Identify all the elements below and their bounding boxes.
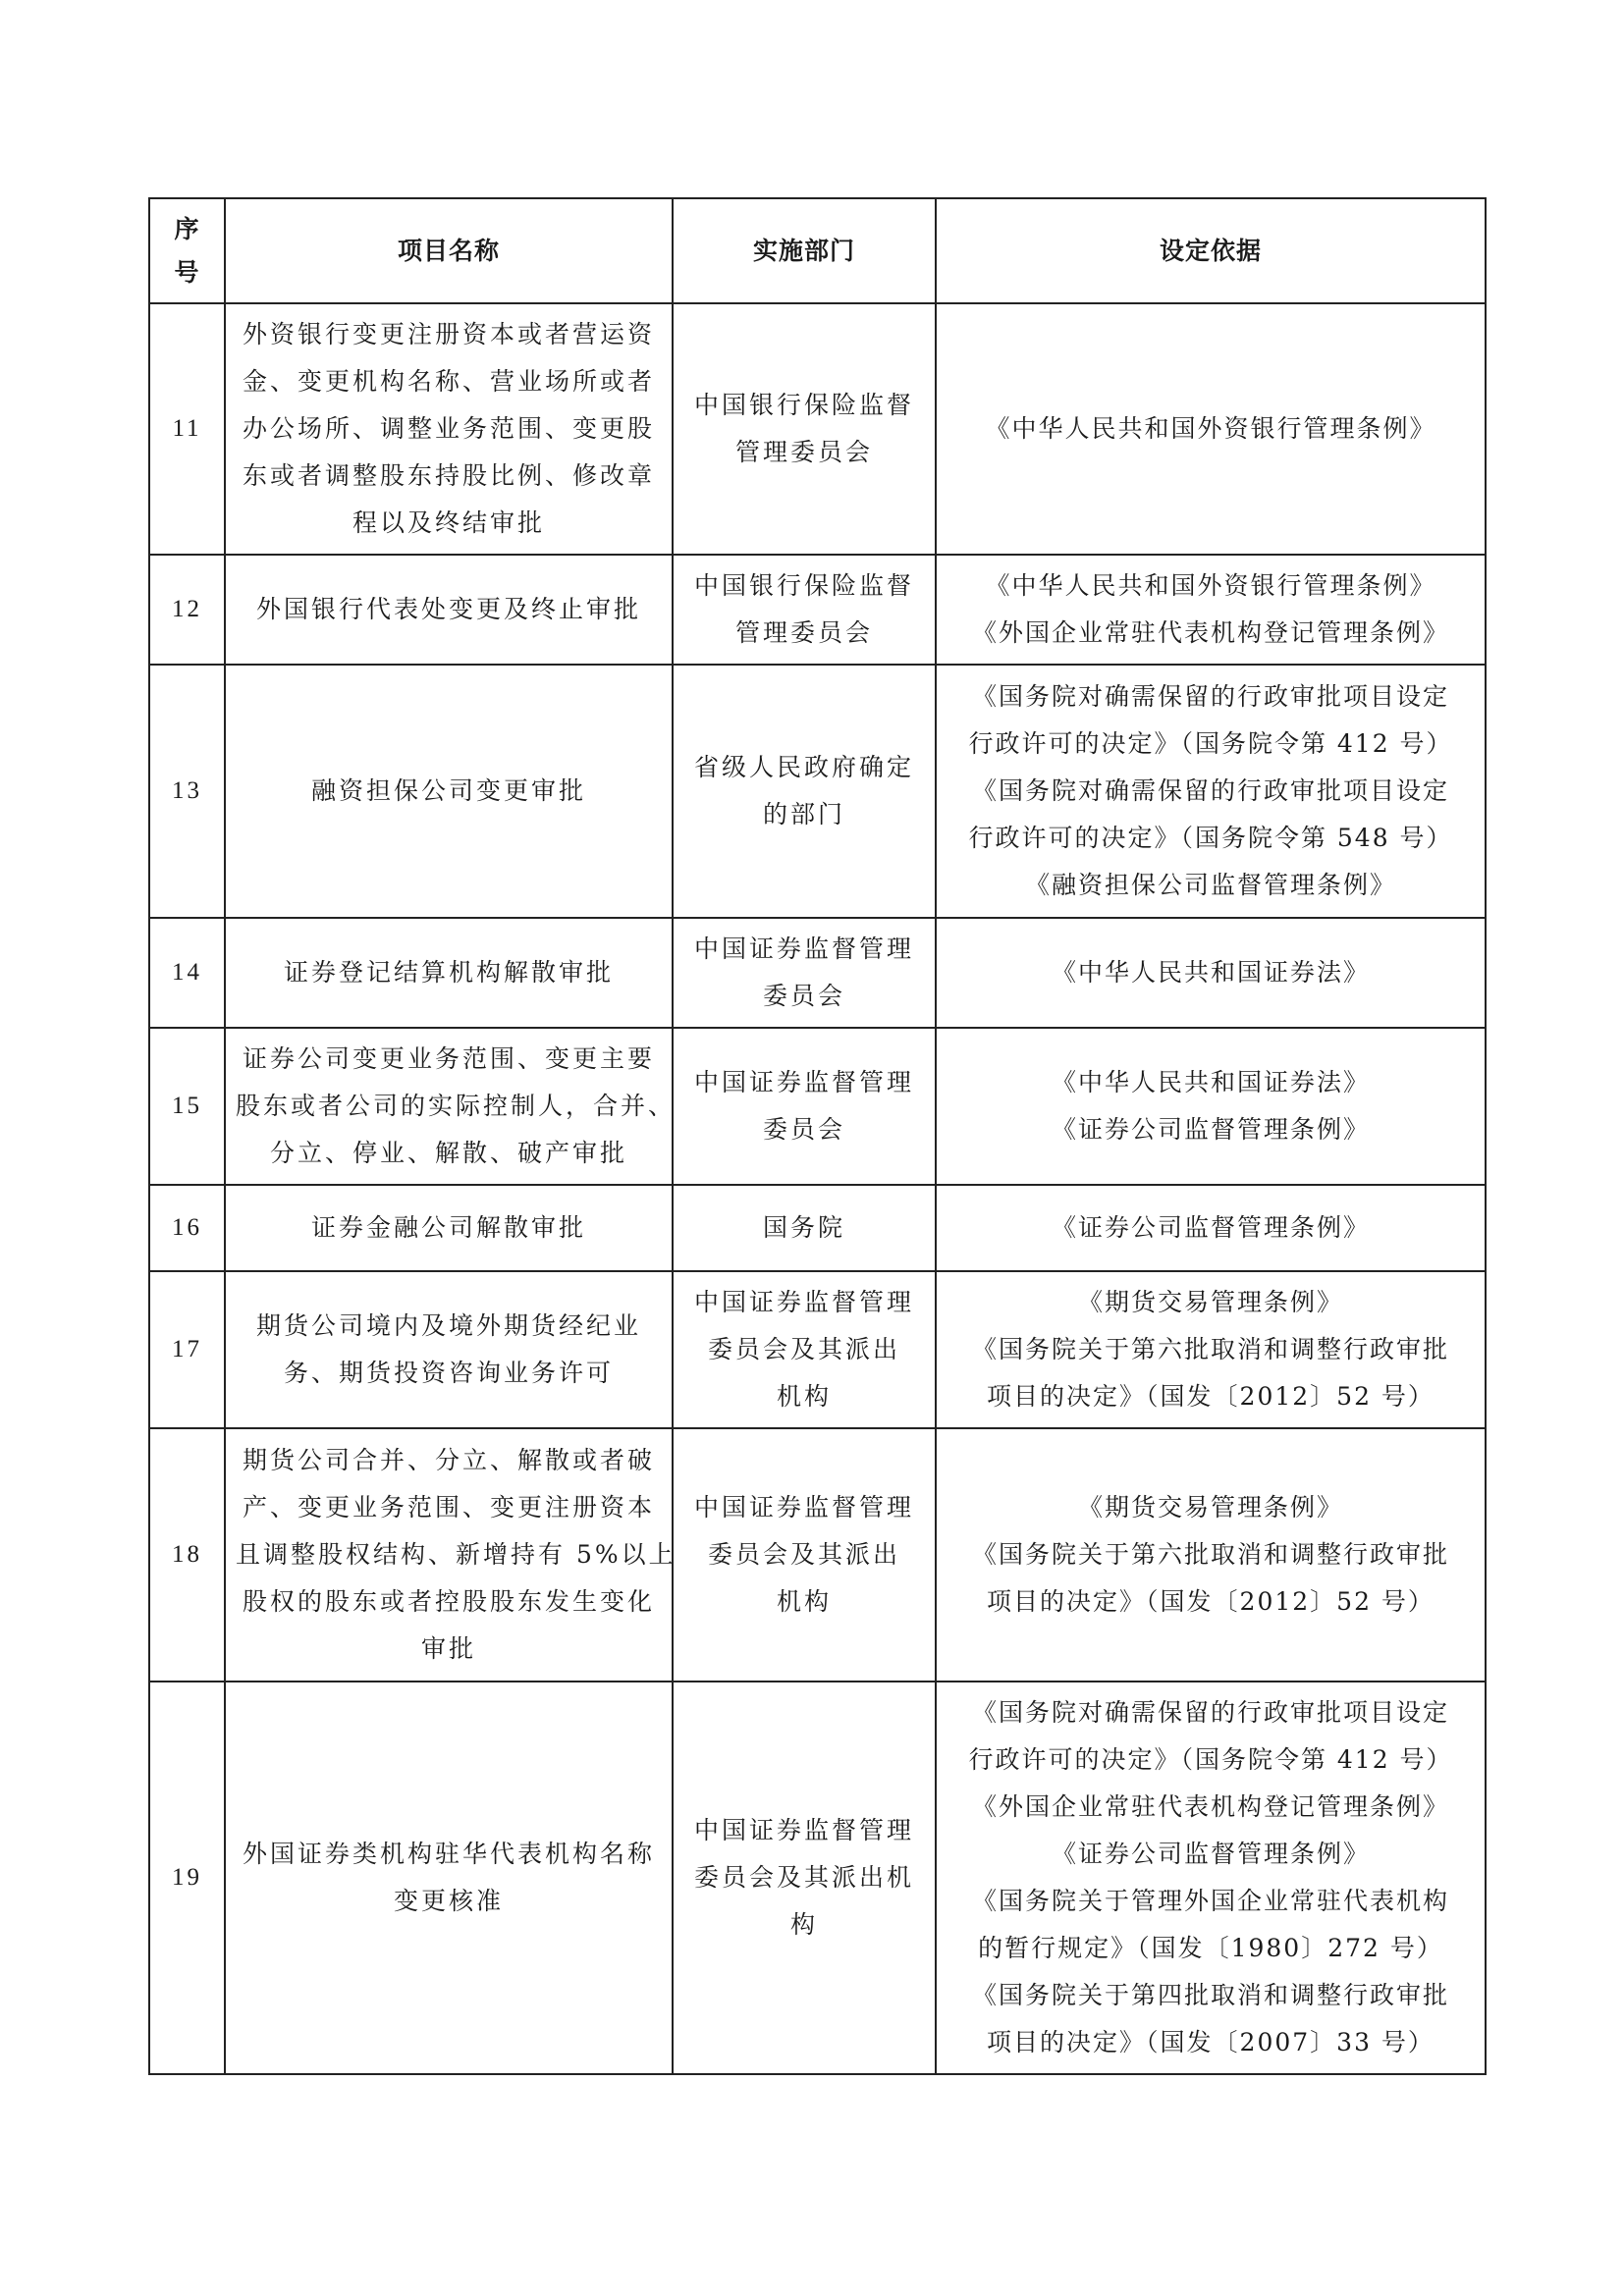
legal-basis-line: 《国务院对确需保留的行政审批项目设定 [971,682,1449,711]
item-name-line: 证券登记结算机构解散审批 [283,958,614,987]
legal-basis-line: 《融资担保公司监督管理条例》 [1024,871,1396,899]
legal-basis-line: 行政许可的决定》（国务院令第 412 号） [968,729,1453,758]
row-serial-number: 13 [149,665,225,918]
department-line: 中国银行保险监督 [693,391,914,419]
table-row [149,665,1486,918]
row-serial-number: 11 [149,303,225,555]
item-name-line: 证券公司变更业务范围、变更主要 [242,1044,655,1073]
row-legal-basis [936,1185,1486,1271]
header-serial-line-1: 序 [174,214,200,243]
department-line: 管理委员会 [734,438,873,466]
row-department [673,1682,936,2074]
legal-basis-line: 《证券公司监督管理条例》 [1051,1115,1370,1144]
row-item-name [225,1682,673,2074]
row-legal-basis [936,555,1486,665]
department-line: 中国证券监督管理 [693,934,914,963]
department-line: 的部门 [762,800,845,828]
item-name-line: 程以及终结审批 [352,508,545,537]
row-serial-number: 16 [149,1185,225,1271]
legal-basis-line: 项目的决定》（国发〔2012〕52 号） [987,1587,1435,1616]
row-department [673,665,936,918]
legal-basis-line: 的暂行规定》（国发〔1980〕272 号） [978,1934,1443,1962]
row-item-name [225,918,673,1028]
department-line: 委员会 [762,1115,845,1144]
item-name-line: 办公场所、调整业务范围、变更股 [242,414,655,443]
row-legal-basis [936,665,1486,918]
department-line: 省级人民政府确定 [693,753,914,781]
table-row [149,303,1486,555]
header-serial-number [149,198,225,303]
table-row [149,1428,1486,1682]
item-name-line: 期货公司境内及境外期货经纪业 [255,1311,641,1340]
header-department: 实施部门 [673,198,936,303]
legal-basis-line: 《中华人民共和国证券法》 [1051,1068,1370,1096]
legal-basis-line: 《中华人民共和国外资银行管理条例》 [985,414,1436,443]
table-row [149,918,1486,1028]
row-item-name [225,1028,677,1185]
item-name-line: 产、变更业务范围、变更注册资本 [242,1493,655,1522]
item-name-line: 期货公司合并、分立、解散或者破 [242,1446,655,1474]
row-legal-basis [936,303,1486,555]
row-department [673,555,936,665]
legal-basis-line: 《外国企业常驻代表机构登记管理条例》 [971,618,1449,647]
legal-basis-line: 项目的决定》（国发〔2012〕52 号） [987,1382,1435,1411]
department-line: 委员会及其派出 [707,1540,900,1569]
row-serial-number: 18 [149,1428,225,1682]
item-name-line: 外国证券类机构驻华代表机构名称 [242,1840,655,1868]
item-name-line: 证券金融公司解散审批 [310,1213,586,1242]
header-serial-line-2: 号 [174,257,200,287]
row-department [673,303,936,555]
item-name-line: 外资银行变更注册资本或者营运资 [242,320,655,348]
table-body [149,303,1486,2074]
department-line: 中国证券监督管理 [693,1068,914,1096]
legal-basis-line: 《中华人民共和国外资银行管理条例》 [985,571,1436,600]
department-line: 中国银行保险监督 [693,571,914,600]
legal-basis-line: 《外国企业常驻代表机构登记管理条例》 [971,1792,1449,1821]
department-line: 管理委员会 [734,618,873,647]
row-department [673,1185,936,1271]
row-serial-number: 17 [149,1271,225,1428]
header-legal-basis: 设定依据 [936,198,1486,303]
legal-basis-line: 《国务院关于第六批取消和调整行政审批 [971,1540,1449,1569]
item-name-line: 股东或者公司的实际控制人，合并、 [236,1092,677,1120]
row-legal-basis [936,1428,1486,1682]
table-header-row [149,198,1486,303]
legal-basis-line: 《证券公司监督管理条例》 [1051,1213,1370,1242]
legal-basis-line: 行政许可的决定》（国务院令第 548 号） [968,824,1453,852]
table-row [149,1185,1486,1271]
item-name-line: 且调整股权结构、新增持有 5%以上 [236,1540,677,1569]
row-item-name [225,665,673,918]
item-name-line: 审批 [420,1634,476,1663]
document-page [148,197,1485,2075]
row-item-name [225,555,673,665]
legal-basis-line: 《中华人民共和国证券法》 [1051,958,1370,987]
department-line: 机构 [776,1587,832,1616]
department-line: 委员会 [762,982,845,1010]
legal-basis-line: 《国务院关于管理外国企业常驻代表机构 [971,1887,1449,1915]
row-legal-basis [936,1682,1486,2074]
table-row [149,1271,1486,1428]
item-name-line: 务、期货投资咨询业务许可 [283,1359,614,1387]
row-legal-basis [936,1028,1486,1185]
legal-basis-line: 《国务院关于第六批取消和调整行政审批 [971,1335,1449,1363]
department-line: 机构 [776,1382,832,1411]
legal-basis-line: 《期货交易管理条例》 [1077,1288,1343,1316]
item-name-line: 金、变更机构名称、营业场所或者 [242,367,655,396]
legal-basis-line: 行政许可的决定》（国务院令第 412 号） [968,1745,1453,1774]
row-item-name [225,303,673,555]
legal-basis-line: 《国务院关于第四批取消和调整行政审批 [971,1981,1449,2009]
row-item-name [225,1428,677,1682]
approval-items-table [148,197,1487,2075]
item-name-line: 股权的股东或者控股股东发生变化 [242,1587,655,1616]
row-department [673,1028,936,1185]
item-name-line: 融资担保公司变更审批 [310,776,586,805]
department-line: 委员会及其派出机 [693,1863,914,1892]
row-department [673,1428,936,1682]
table-row [149,1682,1486,2074]
row-serial-number: 12 [149,555,225,665]
row-legal-basis [936,1271,1486,1428]
item-name-line: 东或者调整股东持股比例、修改章 [242,461,655,490]
item-name-line: 外国银行代表处变更及终止审批 [255,595,641,623]
header-item-name: 项目名称 [225,198,673,303]
row-item-name [225,1271,673,1428]
row-serial-number: 15 [149,1028,225,1185]
item-name-line: 变更核准 [393,1887,504,1915]
table-row [149,555,1486,665]
department-line: 中国证券监督管理 [693,1816,914,1844]
row-legal-basis [936,918,1486,1028]
item-name-line: 分立、停业、解散、破产审批 [269,1139,627,1167]
row-serial-number: 19 [149,1682,225,2074]
department-line: 委员会及其派出 [707,1335,900,1363]
department-line: 国务院 [762,1213,845,1242]
legal-basis-line: 项目的决定》（国发〔2007〕33 号） [987,2028,1435,2056]
legal-basis-line: 《国务院对确需保留的行政审批项目设定 [971,1698,1449,1727]
row-item-name [225,1185,673,1271]
legal-basis-line: 《证券公司监督管理条例》 [1051,1840,1370,1868]
row-serial-number: 14 [149,918,225,1028]
department-line: 构 [789,1910,818,1939]
legal-basis-line: 《期货交易管理条例》 [1077,1493,1343,1522]
legal-basis-line: 《国务院对确需保留的行政审批项目设定 [971,776,1449,805]
department-line: 中国证券监督管理 [693,1288,914,1316]
row-department [673,918,936,1028]
table-row [149,1028,1486,1185]
row-department [673,1271,936,1428]
department-line: 中国证券监督管理 [693,1493,914,1522]
